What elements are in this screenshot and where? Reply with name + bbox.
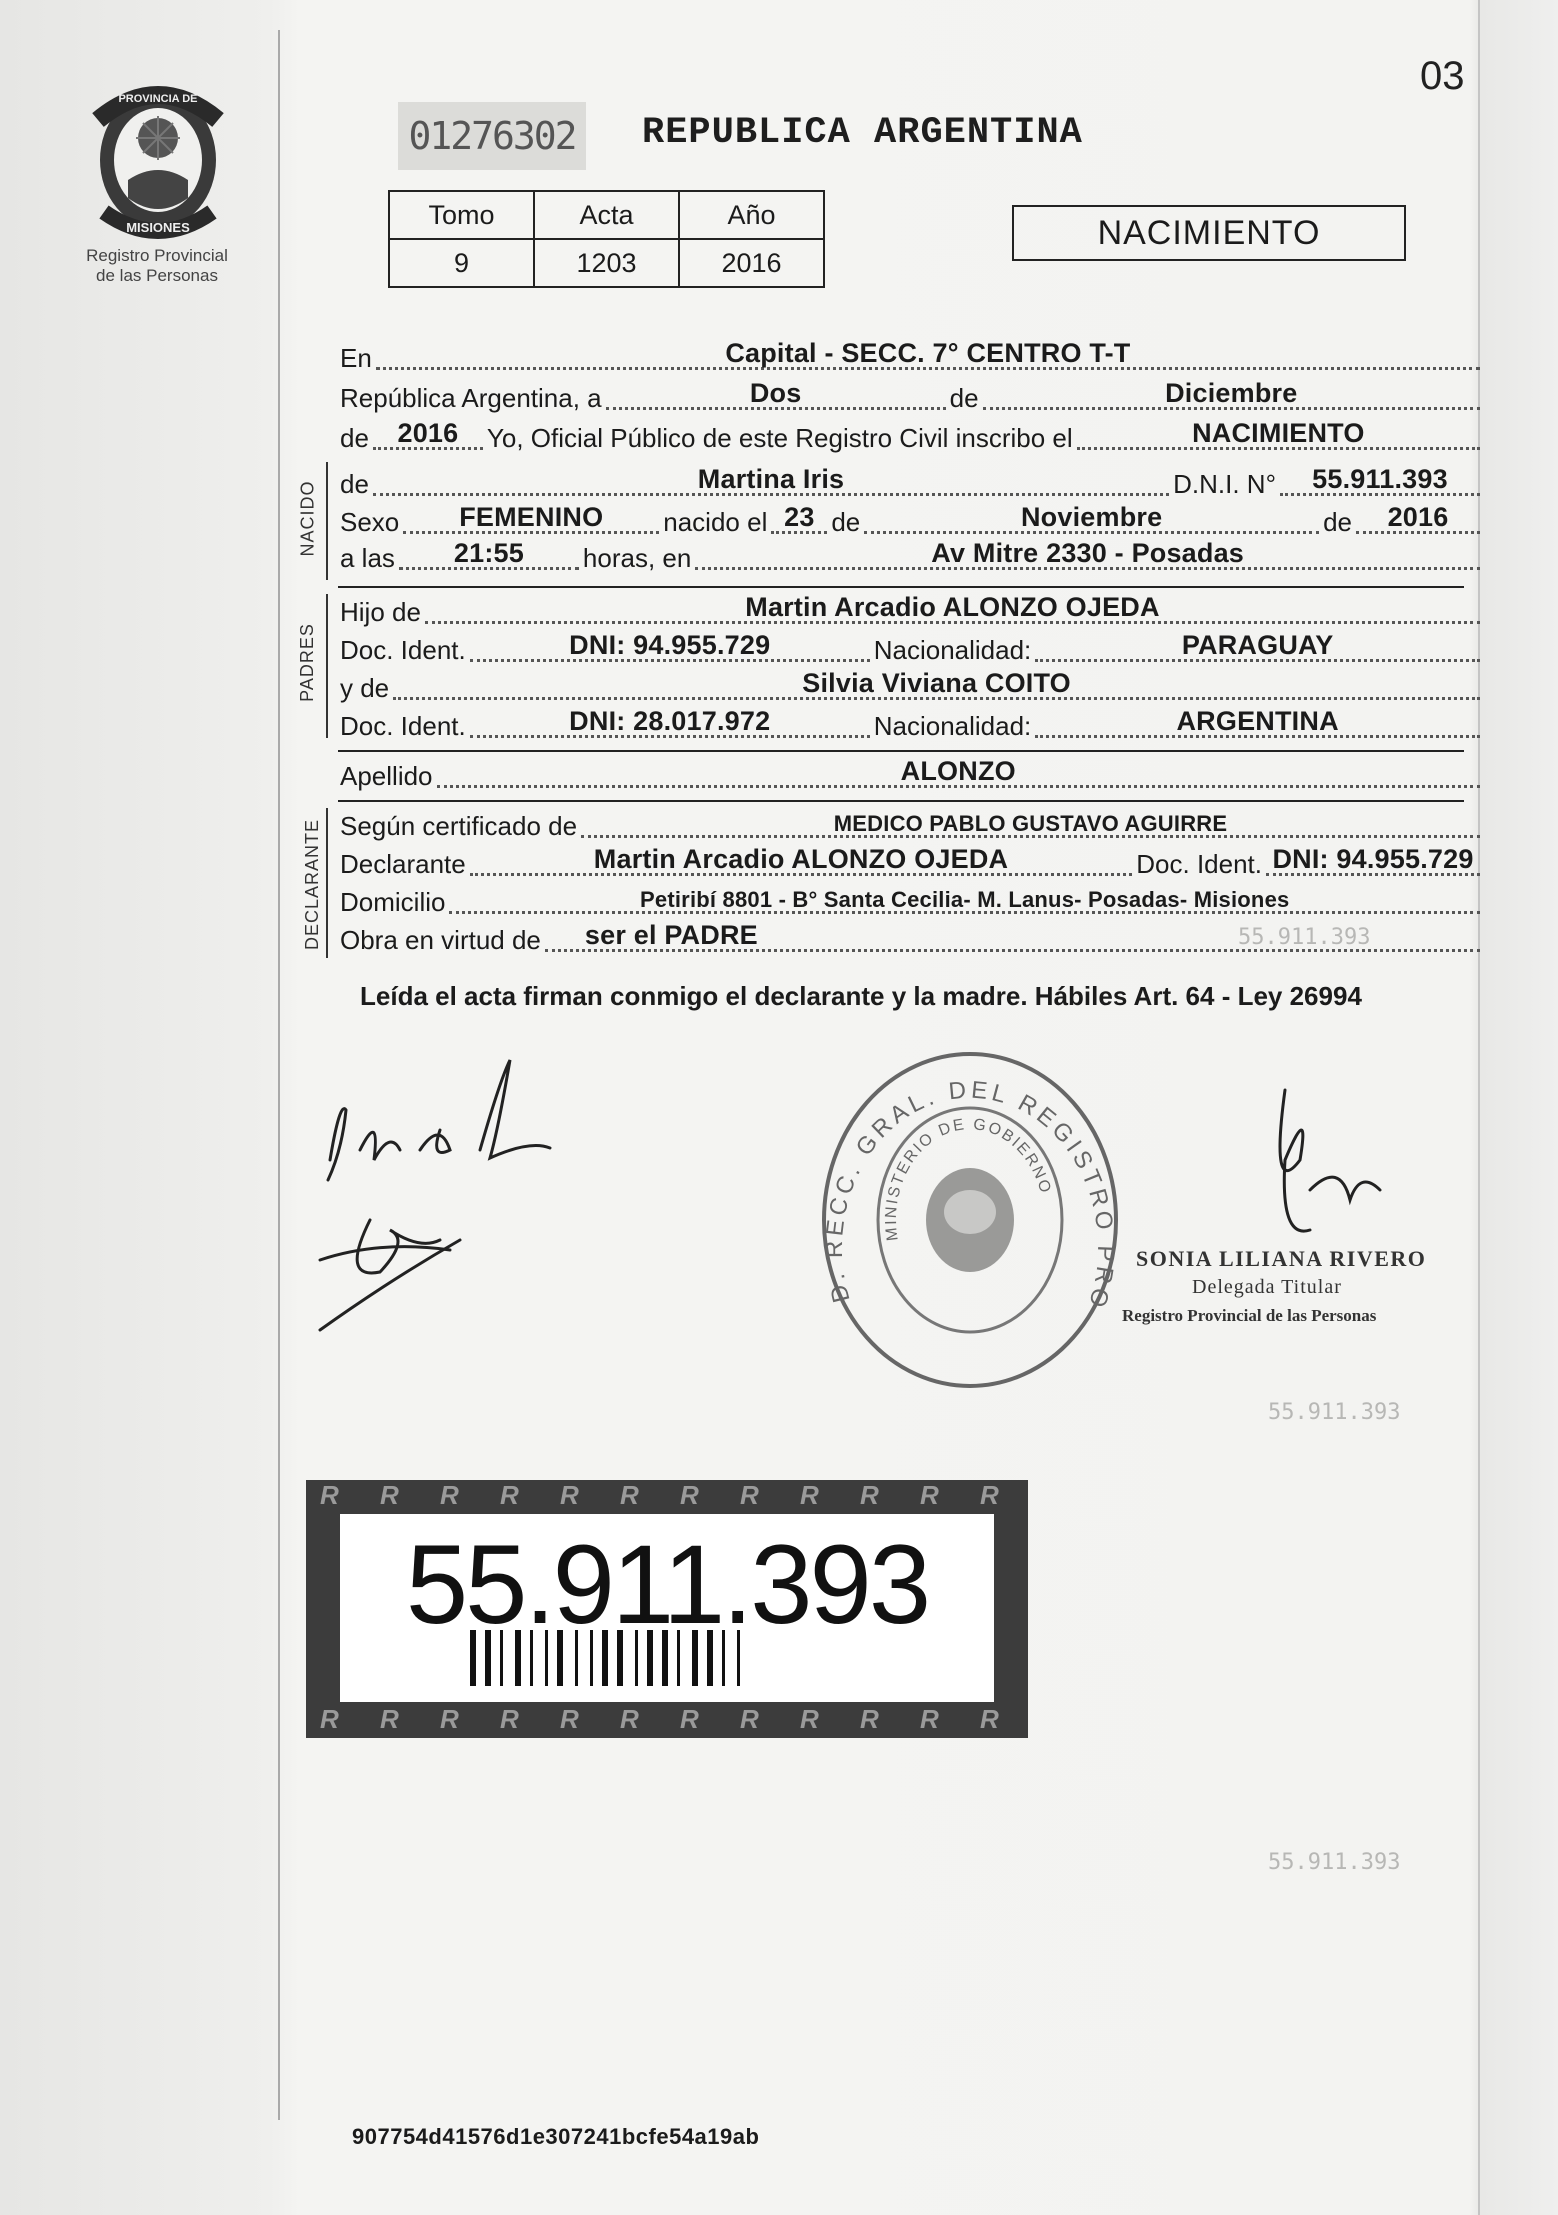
label-pattern-letter: R bbox=[920, 1480, 939, 1510]
horas-label: horas, en bbox=[582, 543, 692, 573]
row-declarante bbox=[340, 846, 1484, 882]
certificado-value: MEDICO PABLO GUSTAVO AGUIRRE bbox=[833, 811, 1228, 836]
official-office: Registro Provincial de las Personas bbox=[1122, 1306, 1377, 1325]
apellido-field bbox=[437, 755, 1480, 788]
birth-time-value: 21:55 bbox=[453, 538, 524, 568]
label-pattern-letter: R bbox=[380, 1704, 399, 1734]
label-pattern-letter: R bbox=[680, 1480, 699, 1510]
svg-text:PROVINCIA DE: PROVINCIA DE bbox=[118, 93, 198, 105]
country-title: REPUBLICA ARGENTINA bbox=[642, 112, 1083, 154]
father-doc-value: DNI: 94.955.729 bbox=[569, 630, 771, 660]
en-field bbox=[376, 337, 1480, 370]
de-label-3: de bbox=[340, 469, 369, 499]
nacionalidad-label: Nacionalidad: bbox=[873, 635, 1032, 665]
registry-caption-line2: de las Personas bbox=[96, 266, 218, 285]
birth-day-value: 23 bbox=[784, 502, 815, 532]
father-doc-field bbox=[470, 629, 870, 662]
de-label-2: de bbox=[340, 423, 369, 453]
margin-rule bbox=[278, 30, 280, 2120]
label-pattern-letter: R bbox=[620, 1480, 639, 1510]
label-pattern-letter: R bbox=[560, 1704, 579, 1734]
bleed-through-3: 55.911.393 bbox=[1268, 1850, 1401, 1875]
name-field bbox=[373, 463, 1169, 496]
label-pattern-letter: R bbox=[320, 1704, 339, 1734]
separator-3 bbox=[338, 800, 1464, 802]
birth-year-value: 2016 bbox=[1387, 502, 1449, 532]
row-name bbox=[340, 466, 1484, 502]
domicilio-label: Domicilio bbox=[340, 887, 446, 917]
official-name: SONIA LILIANA RIVERO bbox=[1136, 1246, 1427, 1271]
row-domicilio bbox=[340, 884, 1484, 920]
birth-day-field bbox=[771, 501, 827, 534]
declarante-doc-field bbox=[1266, 843, 1480, 876]
page-number: 03 bbox=[1420, 54, 1465, 98]
declarant-signature bbox=[328, 1060, 550, 1180]
label-pattern-letter: R bbox=[620, 1704, 639, 1734]
registry-caption bbox=[62, 246, 252, 286]
registry-caption-line1: Registro Provincial bbox=[86, 246, 228, 265]
seal-outer-text: D. RECC. GRAL. DEL REGISTRO PRO bbox=[820, 1076, 1120, 1315]
label-pattern-letter: R bbox=[740, 1480, 759, 1510]
label-pattern-letter: R bbox=[860, 1480, 879, 1510]
seal-inner-text: MINISTERIO DE GOBIERNO bbox=[882, 1116, 1055, 1242]
row-yde bbox=[340, 670, 1484, 706]
doc-ident-label: Doc. Ident. bbox=[340, 635, 466, 665]
row-sexo bbox=[340, 504, 1484, 540]
closing-statement: Leída el acta firman conmigo el declarante y la madre. Hábiles Art. 64 - Ley 26994 bbox=[360, 981, 1362, 1011]
label-pattern-letter: R bbox=[680, 1704, 699, 1734]
dni-label: D.N.I. N° bbox=[1173, 469, 1276, 499]
separator-2 bbox=[338, 750, 1464, 752]
yde-label: y de bbox=[340, 673, 390, 703]
tomo-value: 9 bbox=[389, 239, 534, 287]
birth-month-field bbox=[864, 501, 1319, 534]
year-value: 2016 bbox=[397, 418, 459, 448]
dni-value: 55.911.393 bbox=[1312, 464, 1448, 494]
official-role: Delegada Titular bbox=[1192, 1276, 1342, 1298]
label-pattern-letter: R bbox=[800, 1704, 819, 1734]
row-oficial bbox=[340, 420, 1484, 456]
nacionalidad-label-2: Nacionalidad: bbox=[873, 711, 1032, 741]
nacido-el-label: nacido el bbox=[663, 507, 768, 537]
birth-place-value: Av Mitre 2330 - Posadas bbox=[931, 538, 1245, 568]
birth-year-field bbox=[1356, 501, 1480, 534]
sexo-label: Sexo bbox=[340, 507, 400, 537]
declarante-value: Martin Arcadio ALONZO OJEDA bbox=[593, 844, 1009, 874]
label-pattern-letter: R bbox=[320, 1480, 339, 1510]
doc-type-box: NACIMIENTO bbox=[1012, 205, 1406, 261]
bleed-through-1: 55.911.393 bbox=[1238, 925, 1371, 950]
declarante-field-label: Declarante bbox=[340, 849, 466, 879]
label-pattern-letter: R bbox=[500, 1704, 519, 1734]
domicilio-value: Petiribí 8801 - B° Santa Cecilia- M. Lanus- Posadas- Misiones bbox=[640, 887, 1290, 912]
mother-signature bbox=[320, 1220, 460, 1330]
anio-header: Año bbox=[679, 191, 824, 239]
mother-nat-value: ARGENTINA bbox=[1176, 706, 1339, 736]
provincia-misiones-emblem bbox=[88, 80, 228, 240]
month-field bbox=[983, 377, 1480, 410]
stamp-number: 01276302 bbox=[398, 102, 586, 170]
obra-label: Obra en virtud de bbox=[340, 925, 541, 955]
nacido-label: NACIDO bbox=[297, 480, 318, 557]
year-field bbox=[373, 417, 483, 450]
father-name-field bbox=[425, 591, 1480, 624]
acta-value: 1203 bbox=[534, 239, 679, 287]
label-pattern-letter: R bbox=[980, 1480, 999, 1510]
mother-doc-value: DNI: 28.017.972 bbox=[569, 706, 771, 736]
row-apellido bbox=[340, 758, 1484, 794]
mother-doc-field bbox=[470, 705, 870, 738]
official-seal bbox=[821, 1054, 1119, 1386]
de-label: de bbox=[949, 383, 979, 413]
declarante-doc-value: DNI: 94.955.729 bbox=[1272, 844, 1474, 874]
de-label-5: de bbox=[1323, 507, 1352, 537]
official-signature bbox=[1280, 1090, 1380, 1231]
row-mother-doc bbox=[340, 708, 1484, 744]
label-pattern-letter: R bbox=[980, 1704, 999, 1734]
mother-name-field bbox=[393, 667, 1480, 700]
separator-1 bbox=[338, 586, 1464, 588]
father-name-value: Martin Arcadio ALONZO OJEDA bbox=[745, 592, 1160, 622]
oficial-text: Yo, Oficial Público de este Registro Civil inscribo el bbox=[486, 423, 1073, 453]
tomo-header: Tomo bbox=[389, 191, 534, 239]
day-value: Dos bbox=[749, 378, 802, 408]
footer-hash: 907754d41576d1e307241bcfe54a19ab bbox=[352, 2124, 760, 2149]
record-table bbox=[388, 190, 825, 288]
label-pattern-letter: R bbox=[440, 1704, 459, 1734]
row-certificado bbox=[340, 808, 1484, 844]
obra-value: ser el PADRE bbox=[584, 920, 758, 950]
republica-label: República Argentina, a bbox=[340, 383, 602, 413]
birth-month-value: Noviembre bbox=[1020, 502, 1163, 532]
svg-text:MISIONES: MISIONES bbox=[126, 220, 190, 235]
nacido-section-bar bbox=[326, 462, 328, 580]
certificado-label: Según certificado de bbox=[340, 811, 578, 841]
dni-field bbox=[1280, 463, 1480, 496]
id-number: 55.911.393 bbox=[405, 1522, 929, 1647]
sexo-field bbox=[403, 501, 659, 534]
row-hijo bbox=[340, 594, 1484, 630]
inscribo-value: NACIMIENTO bbox=[1192, 418, 1365, 448]
padres-label: PADRES bbox=[296, 623, 317, 702]
hijo-label: Hijo de bbox=[340, 597, 421, 627]
row-republica bbox=[340, 380, 1484, 416]
en-label: En bbox=[340, 343, 372, 373]
label-pattern-letter: R bbox=[860, 1704, 879, 1734]
row-father-doc bbox=[340, 632, 1484, 668]
label-pattern-letter: R bbox=[800, 1480, 819, 1510]
inscribo-field bbox=[1077, 417, 1480, 450]
label-pattern-letter: R bbox=[920, 1704, 939, 1734]
label-pattern-letter: R bbox=[380, 1480, 399, 1510]
label-pattern-letter: R bbox=[500, 1480, 519, 1510]
mother-name-value: Silvia Viviana COITO bbox=[802, 668, 1071, 698]
bleed-through-2: 55.911.393 bbox=[1268, 1400, 1401, 1425]
certificado-field bbox=[581, 805, 1480, 838]
mother-nat-field bbox=[1035, 705, 1480, 738]
apellido-value: ALONZO bbox=[900, 756, 1016, 786]
padres-section-bar bbox=[326, 594, 328, 738]
label-pattern-letter: R bbox=[560, 1480, 579, 1510]
sexo-value: FEMENINO bbox=[459, 502, 604, 532]
id-number-label bbox=[306, 1480, 1028, 1738]
alas-label: a las bbox=[340, 543, 395, 573]
name-value: Martina Iris bbox=[697, 464, 845, 494]
declarante-doc-label: Doc. Ident. bbox=[1136, 849, 1262, 879]
apellido-label: Apellido bbox=[340, 761, 433, 791]
birth-place-field bbox=[695, 537, 1480, 570]
row-en bbox=[340, 340, 1484, 376]
label-pattern-letter: R bbox=[440, 1480, 459, 1510]
declarante-section-bar bbox=[326, 808, 328, 958]
en-value: Capital - SECC. 7° CENTRO T-T bbox=[725, 338, 1131, 368]
father-nat-field bbox=[1035, 629, 1480, 662]
month-value: Diciembre bbox=[1165, 378, 1298, 408]
declarante-field bbox=[470, 843, 1133, 876]
doc-ident-label-2: Doc. Ident. bbox=[340, 711, 466, 741]
anio-value: 2016 bbox=[679, 239, 824, 287]
birth-time-field bbox=[399, 537, 579, 570]
declarante-label: DECLARANTE bbox=[302, 818, 323, 951]
row-alas bbox=[340, 540, 1484, 576]
father-nat-value: PARAGUAY bbox=[1181, 630, 1334, 660]
acta-header: Acta bbox=[534, 191, 679, 239]
domicilio-field bbox=[449, 881, 1480, 914]
de-label-4: de bbox=[831, 507, 861, 537]
day-field bbox=[606, 377, 946, 410]
label-pattern-letter: R bbox=[740, 1704, 759, 1734]
